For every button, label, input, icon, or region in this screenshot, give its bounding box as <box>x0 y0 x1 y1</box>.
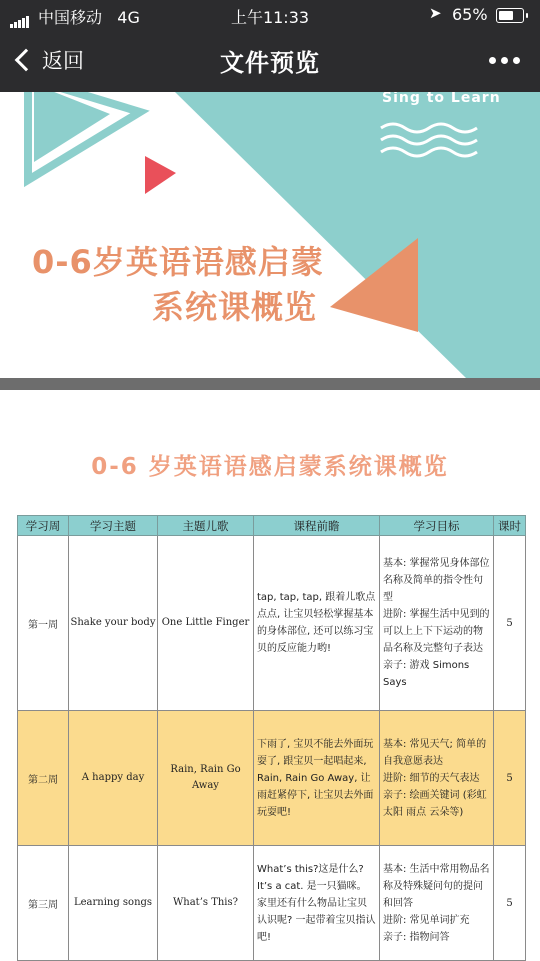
back-label: 返回 <box>42 49 84 73</box>
goal-cell <box>380 846 494 961</box>
goal-cell <box>380 711 494 846</box>
battery-level <box>499 11 513 20</box>
slide-preview <box>0 92 540 378</box>
column-header: 课程前瞻 <box>254 516 380 536</box>
preview-text: tap, tap, tap, 跟着儿歌点点点, 让宝贝轻松掌握基本的身体部位, 还可以练习宝贝的反应能力哟! <box>257 592 376 654</box>
theme-cell: Shake your body <box>69 536 158 711</box>
page-divider <box>0 378 540 390</box>
preview-cell <box>254 846 380 961</box>
week-cell: 第三周 <box>18 846 69 961</box>
goal-text: 基本: 生活中常用物品名称及特殊疑问句的提问和回答 进阶: 常见单词扩充 亲子: 指物问答 <box>383 863 490 943</box>
column-header: 课时 <box>494 516 526 536</box>
preview-text: 下雨了, 宝贝不能去外面玩耍了, 跟宝贝一起唱起来, Rain, Rain Go Away, 让雨赶紧停下, 让宝贝去外面玩耍吧! <box>257 738 374 818</box>
carrier-label: 中国移动 4G <box>38 8 140 27</box>
goal-text: 基本: 常见天气; 简单的自我意愿表达 进阶: 细节的天气表达 亲子: 绘画关键词 (彩虹 太阳 雨点 云朵等) <box>383 738 487 818</box>
more-dots-icon <box>489 57 496 64</box>
clock: 上午11:33 <box>230 8 310 27</box>
song-cell: Rain, Rain Go Away <box>158 711 254 846</box>
location-icon: ➤ <box>429 4 442 22</box>
hours-cell: 5 <box>494 846 526 961</box>
slide-graphics <box>0 92 540 378</box>
column-header: 主题儿歌 <box>158 516 254 536</box>
song-cell: One Little Finger <box>158 536 254 711</box>
slide-title-line1: 0-6岁英语语感启蒙 <box>32 243 324 281</box>
slide-tagline: Sing to Learn <box>382 92 501 106</box>
theme-cell: Learning songs <box>69 846 158 961</box>
song-cell: What’s This? <box>158 846 254 961</box>
preview-cell <box>254 711 380 846</box>
slide-title-line2: 系统课概览 <box>152 288 318 326</box>
column-header: 学习周 <box>18 516 69 536</box>
week-cell: 第二周 <box>18 711 69 846</box>
teal-band-shape <box>175 92 540 378</box>
course-table <box>17 515 526 961</box>
table-header-row <box>18 516 526 536</box>
navigation-bar <box>0 30 540 92</box>
battery-percent: 65% <box>452 5 488 24</box>
table-row <box>18 536 526 711</box>
battery-icon <box>496 8 524 23</box>
network-label: 4G <box>117 8 140 27</box>
hours-cell: 5 <box>494 711 526 846</box>
week-cell: 第一周 <box>18 536 69 711</box>
table-row <box>18 846 526 961</box>
more-options-button[interactable] <box>489 57 520 64</box>
table-row <box>18 711 526 846</box>
preview-cell <box>254 536 380 711</box>
top-bar <box>0 0 540 92</box>
page-title: 文件预览 <box>220 49 320 77</box>
goal-cell <box>380 536 494 711</box>
column-header: 学习目标 <box>380 516 494 536</box>
goal-text: 基本: 掌握常见身体部位名称及简单的指令性句型 进阶: 掌握生活中见到的可以上上下下运动的物品名称及完整句子表达 亲子: 游戏 Simons Says <box>383 558 490 688</box>
red-triangle <box>145 156 176 194</box>
status-bar <box>0 0 540 30</box>
document-heading: 0-6 岁英语语感启蒙系统课概览 <box>91 454 449 480</box>
column-header: 学习主题 <box>69 516 158 536</box>
theme-cell: A happy day <box>69 711 158 846</box>
hours-cell: 5 <box>494 536 526 711</box>
preview-text: What’s this?这是什么? It’s a cat. 是一只猫咪。家里还有什么物品让宝贝认识呢? 一起带着宝贝指认吧! <box>257 863 376 943</box>
